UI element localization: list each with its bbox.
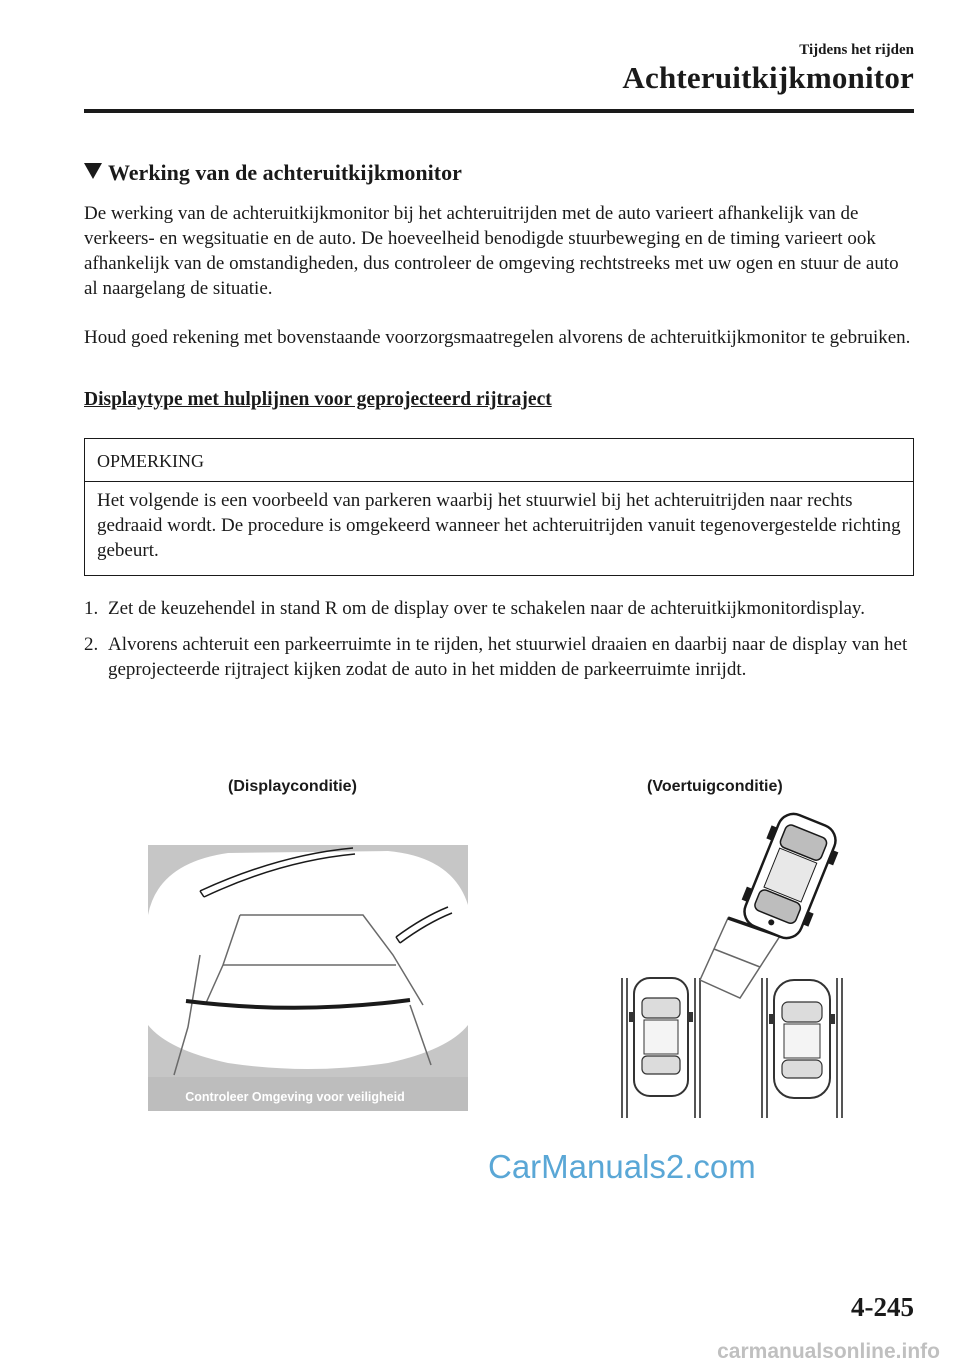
section-header: Achteruitkijkmonitor [622, 60, 914, 95]
step-text: Zet de keuzehendel in stand R om de display over te schakelen naar de achteruitkijkmonitordisplay. [108, 598, 865, 619]
watermark-logo: CarManuals2.com [488, 1148, 756, 1185]
paragraph-1: De werking van de achteruitkijkmonitor bij het achteruitrijden met de auto varieert afhankelijk van de verkeers- en wegsituatie en de auto. De hoeveelheid benodigde stuurbeweging en de timing varieert ook afhankelijk van de omstandigheden, dus controleer de omgeving rechtstreeks met uw ogen en stuur de auto al naargelang de situatie. [84, 203, 899, 299]
triangle-bullet-icon [84, 163, 102, 179]
step-text: Alvorens achteruit een parkeerruimte in te rijden, het stuurwiel draaien en daarbij naar de display van het geprojecteerde rijtraject kijken zodat de auto in het midden de parkeerruimte inrijdt. [108, 634, 908, 680]
step-number: 2. [84, 634, 99, 655]
page-number: 4-245 [851, 1292, 914, 1322]
vehicle-condition-illustration [590, 808, 890, 1118]
section-title [84, 160, 462, 186]
note-text: Het volgende is een voorbeeld van parkeren waarbij het stuurwiel bij het achteruitrijden naar rechts gedraaid wordt. De procedure is omgekeerd wanneer het achteruitrijden vanuit tegenovergestelde richting gebeurt. [97, 490, 901, 561]
step-list [84, 596, 914, 693]
reversing-car [734, 808, 846, 945]
display-caption: (Displayconditie) [228, 778, 357, 795]
note-box [84, 438, 914, 576]
list-item [84, 632, 914, 682]
header-divider [84, 109, 914, 113]
paragraph-2: Houd goed rekening met bovenstaande voorzorgsmaatregelen alvorens de achteruitkijkmonitor te gebruiken. [84, 327, 911, 348]
display-banner: Controleer Omgeving voor veiligheid [185, 1090, 405, 1104]
list-item [84, 596, 914, 621]
note-title: OPMERKING [85, 439, 913, 482]
subheading: Displaytype met hulplijnen voor geprojecteerd rijtraject [84, 389, 552, 410]
parked-car-left [629, 978, 693, 1096]
parked-car-right [769, 980, 835, 1098]
footer-site: carmanualsonline.info [717, 1340, 940, 1363]
vehicle-caption: (Voertuigconditie) [647, 778, 783, 795]
section-title-text: Werking van de achteruitkijkmonitor [108, 160, 462, 185]
chapter-label: Tijdens het rijden [799, 42, 914, 58]
display-condition-illustration [148, 845, 468, 1111]
step-number: 1. [84, 598, 99, 619]
